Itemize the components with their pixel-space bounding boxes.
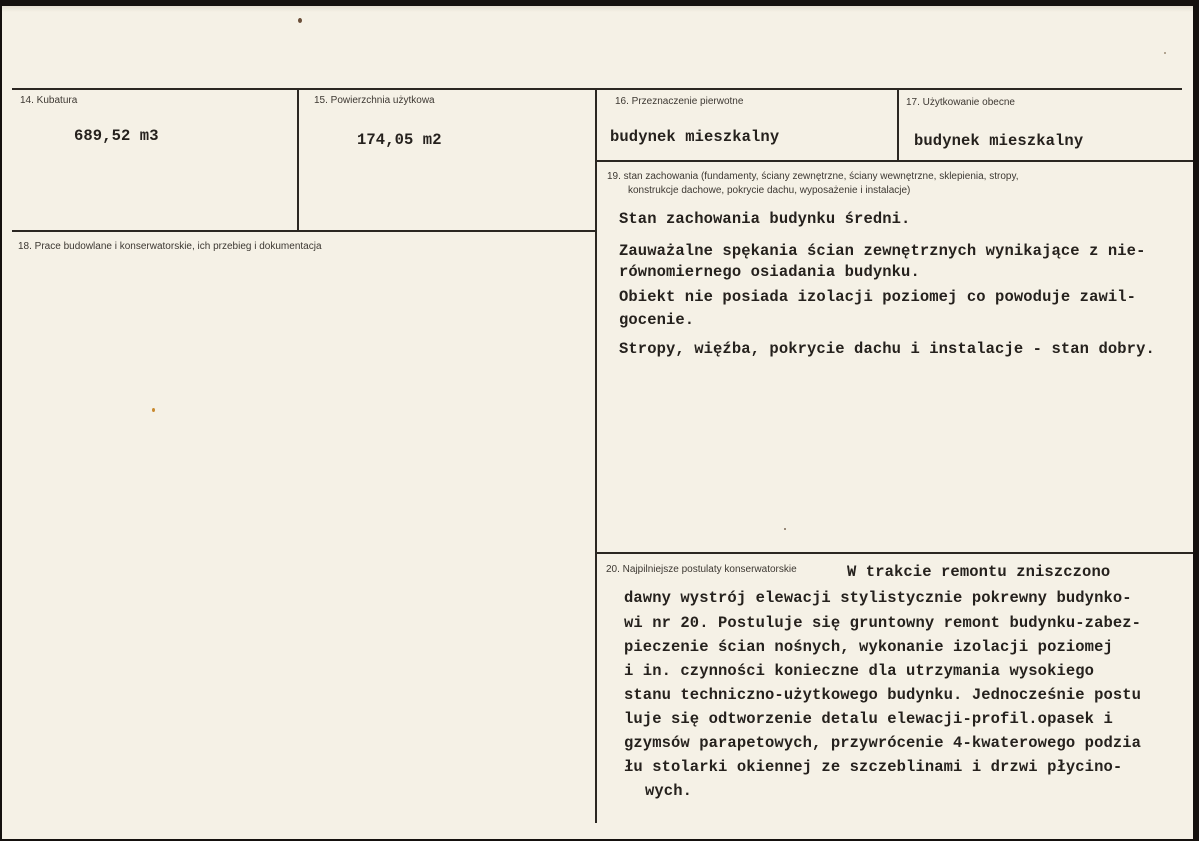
field-14-label: 14. Kubatura [20,95,78,106]
paper-speck [1164,52,1166,54]
field-20-line: wi nr 20. Postuluje się gruntowny remont budynku-zabez- [624,614,1142,632]
field-19-line: Zauważalne spękania ścian zewnętrznych wynikające z nie- [619,242,1146,260]
field-20-line: łu stolarki okiennej ze szczeblinami i drzwi płycino- [624,758,1123,776]
field-20-label: 20. Najpilniejsze postulaty konserwatorskie [606,564,797,575]
rule-under-16-17 [595,160,1193,162]
field-15-value: 174,05 m2 [357,131,442,149]
field-19-line: równomiernego osiadania budynku. [619,263,920,281]
field-19-line: Stan zachowania budynku średni. [619,210,911,228]
record-card [2,6,1193,839]
rule-under-14-15 [12,230,597,232]
field-17-label: 17. Użytkowanie obecne [906,97,1015,108]
divider-16-17 [897,90,899,162]
divider-15-16 [595,90,597,823]
field-15-label: 15. Powierzchnia użytkowa [314,95,435,106]
field-14-value: 689,52 m3 [74,127,159,145]
field-20-line: W trakcie remontu zniszczono [847,563,1111,581]
field-20-line: dawny wystrój elewacji stylistycznie pokrewny budynko- [624,589,1132,607]
field-18-label: 18. Prace budowlane i konserwatorskie, ich przebieg i dokumentacja [18,241,322,252]
field-17-value: budynek mieszkalny [914,132,1084,150]
field-20-line: stanu techniczno-użytkowego budynku. Jednocześnie postu [624,686,1142,704]
field-19-line: gocenie. [619,311,695,329]
top-rule [12,88,1182,90]
paper-speck [784,528,786,530]
field-20-line: wych. [645,782,693,800]
field-19-label-line1: 19. stan zachowania (fundamenty, ściany zewnętrzne, ściany wewnętrzne, sklepienia, stropy, [607,171,1019,182]
field-19-line: Stropy, więźba, pokrycie dachu i instalacje - stan dobry. [619,340,1155,358]
paper-speck [152,408,155,412]
field-20-line: pieczenie ścian nośnych, wykonanie izolacji poziomej [624,638,1113,656]
field-19-label-line2: konstrukcje dachowe, pokrycie dachu, wyposażenie i instalacje) [628,185,911,196]
field-16-label: 16. Przeznaczenie pierwotne [615,96,744,107]
field-20-line: gzymsów parapetowych, przywrócenie 4-kwaterowego podzia [624,734,1142,752]
field-19-line: Obiekt nie posiada izolacji poziomej co powoduje zawil- [619,288,1137,306]
divider-14-15 [297,90,299,230]
field-16-value: budynek mieszkalny [610,128,780,146]
rule-above-20 [595,552,1193,554]
field-20-line: luje się odtworzenie detalu elewacji-profil.opasek i [624,710,1113,728]
field-20-line: i in. czynności konieczne dla utrzymania wysokiego [624,662,1095,680]
paper-speck [298,18,302,23]
